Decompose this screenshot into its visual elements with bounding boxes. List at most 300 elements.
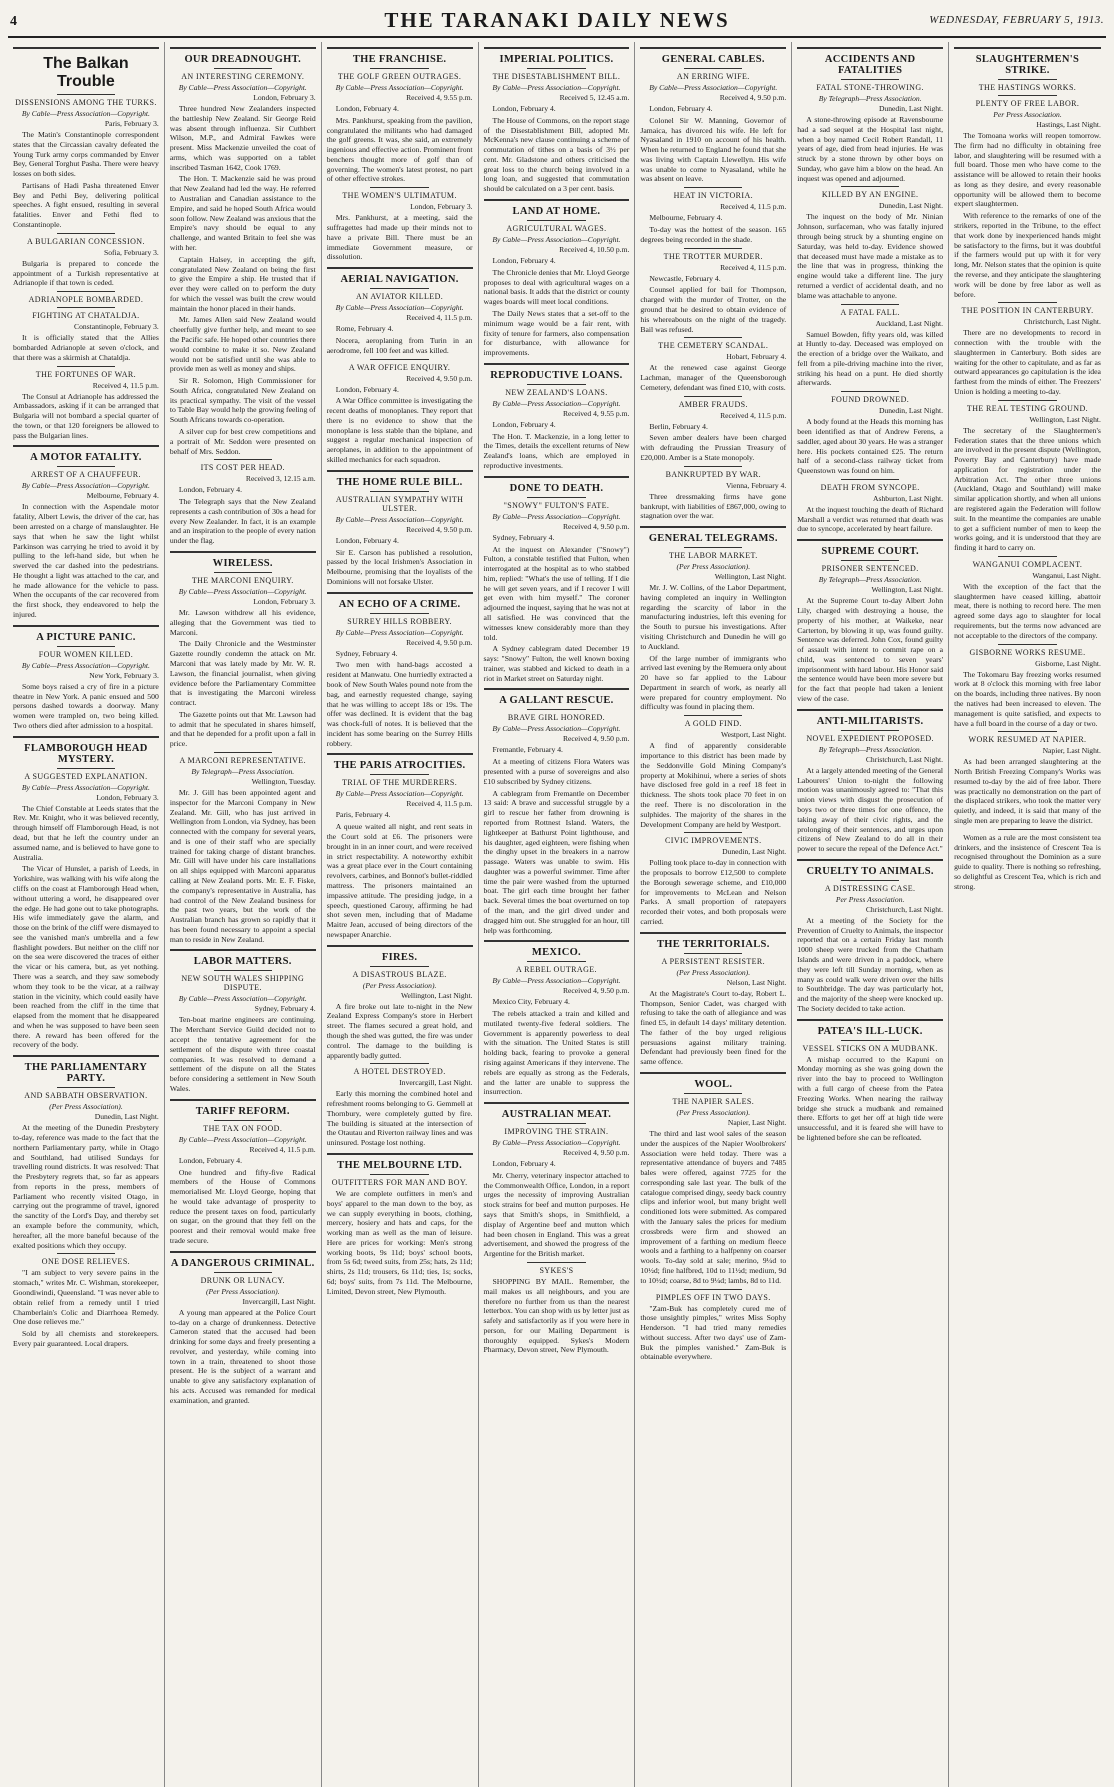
dateline: Ashburton, Last Night. — [873, 493, 944, 503]
sub-headline: "SNOWY" FULTON'S FATE. — [503, 500, 610, 510]
sub-headline: A HOTEL DESTROYED. — [353, 1067, 446, 1077]
byline: By Cable—Press Association—Copyright. — [649, 83, 778, 92]
paragraph: The rebels attacked a train and killed and mutilated twenty-five federal soldiers. The Government is apparently powerless to deal with the situation. The United States is still holding back, fearing to provoke a general rising against Americans if they intervene. The rebels are equally as strong as the Federals, and the latter are unable to suppress the insurrection. — [483, 1009, 630, 1097]
dateline: Wellington, Tuesday. — [251, 776, 316, 786]
dateline: Received 4, 9.50 p.m. — [406, 373, 473, 383]
paragraph: Counsel applied for bail for Thompson, charged with the murder of Trotter, on the ground that he desired to obtain evidence of his whereabouts on the night of the tragedy. Bail was refused. — [640, 285, 787, 334]
column-rule — [13, 445, 159, 447]
article — [327, 592, 473, 749]
sub-headline: BANKRUPTED BY WAR. — [665, 469, 762, 479]
paragraph: Sydney, February 4. — [335, 648, 398, 658]
dateline: London, February 3. — [253, 597, 316, 607]
column-5 — [635, 42, 792, 1787]
paragraph: The Hon. T. Mackenzie, in a long letter to the Times, details the excellent returns of New Zealand's loans, which are employed in reproductive investments. — [483, 431, 630, 470]
divider-rule — [684, 547, 742, 548]
paragraph: Bulgaria is prepared to concede the appointment of a Turkish representative at Adrianople if that town is ceded. — [13, 258, 159, 288]
paragraph: With the exception of the fact that the slaughtermen have ceased killing, abattoir meat, there is nothing to record here. The men agreed some days ago to slaughter for local requirements, but the terms now advanced are not acceptable to the directors of the company. — [954, 581, 1101, 640]
paragraph: A Sydney cablegram dated December 19 says: "Snowy" Fulton, the well known boxing trainer, was stabbed and kicked to death in a riot in Market street on Saturday night. — [483, 644, 630, 683]
article-headline: GENERAL CABLES. — [661, 54, 765, 65]
column-rule — [484, 363, 630, 365]
paragraph: Women as a rule are the most consistent tea drinkers, and the insistence of Crescent Tea is recognised throughout the Dominion as a sure guide to quality. There is nothing so refreshing, so delightful as Crescent Tea, which is rich and strong. — [954, 832, 1101, 891]
dateline: Received 4, 11.5 p.m. — [249, 1144, 316, 1154]
divider-rule — [214, 970, 272, 971]
divider-rule — [57, 646, 115, 647]
divider-rule — [527, 384, 585, 385]
sub-headline: KILLED BY AN ENGINE. — [821, 190, 919, 200]
dateline: Gisborne, Last Night. — [1035, 658, 1101, 668]
sub-headline: THE CEMETERY SCANDAL. — [658, 341, 769, 351]
article-headline: REPRODUCTIVE LOANS. — [490, 369, 623, 381]
article-headline: THE MELBOURNE LTD. — [337, 1160, 463, 1171]
article-headline: ACCIDENTS AND FATALITIES — [824, 54, 916, 76]
paragraph: London, February 4. — [335, 104, 399, 113]
column-rule — [13, 47, 159, 49]
paragraph: Three dressmaking firms have gone bankrupt, with liabilities of £867,000, owing to stagnation over the war. — [640, 491, 787, 521]
divider-rule — [527, 220, 585, 221]
paragraph: The Tomoana works will reopen tomorrow. The firm had no difficulty in obtaining free labor, and slaughtering will be resumed with a full board. Those men who have come to the assistance will be allowed to retain their hooks as long as they desire, and every reasonable opportunity will be allowed them to become expert slaughtermen. — [954, 131, 1101, 209]
divider-rule — [998, 400, 1057, 401]
dateline: Received 4, 9.55 p.m. — [562, 408, 630, 418]
paragraph: At the meeting of the Dunedin Presbytery to-day, reference was made to the fact that the northern Parliamentary party, while in Otago and Southland, had utilised Sundays for travelling round districts. It was resolved: That the Presbytery regrets that, so far as appears from reports in the press, members of Parliament who recently visited Otago, in carrying out the programme of travel, ignored the sanctity of the Lord's Day, and thereby set an example before the community, which, hereafter, all the more baneful because of the exalted positions which they occupy. — [13, 1123, 159, 1250]
article-headline: GENERAL TELEGRAMS. — [648, 533, 778, 545]
divider-rule — [370, 966, 428, 967]
paragraph: Mr. J. Gill has been appointed agent and inspector for the Marconi Company in New Zealand. Mr. Gill, who has just arrived in Wellington from London, via Sydney, has been connected with the company for several years, and is one of their staff who are specially trained for taking charge of distant branches. Mr. Gill will have under his care installations on all ships equipped with Marconi apparatus calling at New Zealand ports. Mr. E. F. Fiske, the company's representative in Australia, has had control of the New Zealand business for the past two years, but the work of the Australian branch has grown so rapidly that it has been found necessary to appoint a special man to reside in New Zealand. — [169, 787, 316, 944]
column-rule — [327, 592, 473, 594]
article-headline: AUSTRALIAN MEAT. — [501, 1109, 612, 1121]
column-rule — [327, 1153, 473, 1155]
article — [484, 47, 630, 194]
dateline: Dunedin, Last Night. — [878, 406, 944, 416]
paragraph: Seven amber dealers have been charged with defrauding the Prussian Treasury of £20,000. Amber is a State monopoly. — [640, 433, 787, 462]
divider-rule — [841, 880, 899, 881]
dateline: Wanganui, Last Night. — [1032, 570, 1101, 580]
sub-headline: ARREST OF A CHAUFFEUR. — [30, 470, 141, 480]
byline: (Per Press Association). — [49, 1102, 123, 1112]
paragraph: Mrs. Pankhurst, at a meeting, said the suffragettes had made up their minds not to have a private Bill. There must be an immediate Government measure, or dissolution. — [326, 213, 473, 262]
byline: By Cable—Press Association—Copyright. — [178, 994, 307, 1004]
sub-headline: DRUNK OR LUNACY. — [200, 1275, 285, 1285]
article — [170, 1099, 316, 1246]
sub-headline: PRISONER SENTENCED. — [821, 564, 919, 574]
column-rule — [484, 940, 630, 942]
paragraph: The Matin's Constantinople correspondent states that the Circassian cavalry defeated the Young Turk army corps commanded by Enver Bey, General Torghut Pasha. There were heavy losses on both sides. — [13, 130, 159, 179]
sub-headline: HEAT IN VICTORIA. — [673, 191, 754, 201]
divider-rule — [841, 79, 899, 80]
article — [797, 47, 943, 534]
sub-headline: A SUGGESTED EXPLANATION. — [24, 771, 148, 781]
dateline: Westport, Last Night. — [721, 730, 787, 740]
column-rule — [170, 1099, 316, 1101]
article-headline: PATEA'S ILL-LUCK. — [817, 1025, 923, 1037]
column-rule — [13, 1055, 159, 1057]
divider-rule — [998, 302, 1057, 303]
paragraph: Mr. Cherry, veterinary inspector attached to the Commonwealth Office, London, in a report urges the necessity of improving Australian stock strains for beef and mutton purposes. He says that Smith's shops, in Smithfield, a display of Argentine beef and mutton which had been chosen in England. This was a great advertisement, and showed the progress of the Argentine for the British market. — [483, 1170, 630, 1259]
column-7 — [949, 42, 1106, 1787]
dateline: Napier, Last Night. — [727, 1118, 787, 1127]
sub-headline: GISBORNE WORKS RESUME. — [969, 647, 1086, 657]
dateline: Hobart, February 4. — [726, 352, 787, 362]
paragraph: The Vicar of Hunslet, a parish of Leeds, in Yorkshire, was walking with his wife along the cliffs on the coast at Flamborough Head when, without uttering a word, he disappeared over the edge. He had gone out to take photographs. His wife immediately gave the alarm, and those on the brink of the cliff were dismayed to see the vanished man's umbrella and a few flashlight powders. But neither on the cliff nor on the sea were discovered the traces of either the vicar or his camera, but, as yet nothing. There was a search, and they saw somebody whom they took to be the vicar, at a railway station in the vicinity, which could easily have been reached from the cliff in the time that elapsed from the moment that he disappeared and when he was supposed to have been seen there. A reward has been offered for the recovery of the body. — [13, 864, 159, 1050]
dateline: Christchurch, Last Night. — [865, 904, 944, 914]
byline: By Cable—Press Association—Copyright. — [492, 398, 621, 408]
paragraph: A queue waited all night, and rent seats in the Court sold at £6. The prisoners were brought in in an inner court, and were received in strict respectability. A noteworthy exhibit was a great place ever in the Court containing revolvers, carbines, and Bonnot's bullet-riddled mattress. The prisoners maintained an impassive attitude. The presiding judge, in a speech, questioned Carouy, affirming he had shot seven men, including that of Madame Maitre Jean, accused of being directors of the newspaper Anarchie. — [326, 822, 473, 939]
paragraph: We are complete outfitters in men's and boys' apparel to the man down to the boy, as we can supply everything in boots, clothing, mercery, hosiery and hats and caps, for the working man as well as the man of leisure. Here are prices for working: Men's strong working boots, 9s 11d; boys' school boots, from 5s 6d; tweed suits, from 25s; hats, 2s 11d; shirts, 2s 11d; trousers, 6s 11d; ties, 1s; socks, 6d; boys' suits, from 7s 11d. The Melbourne, Limited, Devon street, New Plymouth. — [326, 1189, 473, 1296]
paragraph: London, February 4. — [492, 419, 556, 429]
byline: By Cable—Press Association—Copyright. — [178, 1134, 307, 1144]
paragraph: At a largely attended meeting of the General Labourers' Union to-night the following motion was unanimously agreed to: "That this union views with disgust the prosecution of boys two or three times for one offence, the taking away of their civic rights, and the prolonging of their sentences, and urges upon citizens of New Zealand to do all in their power to secure the repeal of the Defence Act." — [797, 765, 944, 854]
sub-headline: ONE DOSE RELIEVES. — [41, 1257, 131, 1267]
paragraph: The House of Commons, on the report stage of the Disestablishment Bill, adopted Mr. McKenna's new clause continuing a scheme of commutation of tithes on a basis of 3½ per cent. Mr. Gladstone and others criticised the great loss to the church being involved in a long loan, and suggested that commutation should be calculated on a 3 per cent. basis. — [483, 115, 630, 194]
divider-rule — [684, 396, 742, 397]
dateline: Hastings, Last Night. — [1036, 120, 1101, 129]
byline: By Cable—Press Association—Copyright. — [335, 627, 464, 637]
article — [484, 363, 630, 471]
article — [13, 445, 159, 619]
paragraph: Nocera, aeroplaning from Turin in an aerodrome, fell 100 feet and was killed. — [326, 335, 473, 355]
divider-rule — [841, 186, 899, 187]
dateline: Received 4, 9.50 p.m. — [562, 734, 630, 744]
paragraph: A cablegram from Fremantle on December 13 said: A brave and successful struggle by a girl to rescue her father from drowning is reported from Rottnest Island. Waters, the lightkeeper at Bathurst Point lighthouse, and his daughter, aged eighteen, were fishing when the dinghy upset in the breakers in a narrow passage. Waters was unable to swim. His daughter was a powerful swimmer. Time after time the pair were washed from the upturned boat. The girl each time brought her father back. Several times the boat overturned on top of the man, and the girl dived under and dragged him out. She struggled for an hour, till help was forthcoming. — [483, 788, 630, 935]
dateline: Received 4, 11.5 p.m. — [720, 262, 787, 272]
dateline: Received 4, 9.50 p.m. — [562, 1148, 630, 1158]
dateline: Sydney, February 4. — [254, 1004, 316, 1014]
paragraph: Berlin, February 4. — [649, 421, 708, 431]
dateline: Received 4, 9.50 p.m. — [562, 521, 630, 531]
byline: (Per Press Association). — [362, 980, 437, 990]
dateline: Melbourne, February 4. — [86, 491, 159, 501]
divider-rule — [684, 248, 742, 249]
article-headline: LAND AT HOME. — [512, 206, 601, 218]
sub-headline: AND SABBATH OBSERVATION. — [24, 1091, 148, 1101]
paragraph: A silver cup for best crew competitions and a portrait of Mr. Seddon were presented on behalf of Mrs. Seddon. — [169, 427, 316, 456]
divider-rule — [57, 1253, 115, 1254]
column-rule — [13, 736, 159, 738]
masthead — [8, 6, 1106, 38]
paragraph: Newcastle, February 4. — [649, 273, 721, 283]
byline: By Cable—Press Association—Copyright. — [492, 83, 621, 92]
divider-rule — [57, 233, 115, 234]
sub-headline: AGRICULTURAL WAGES. — [506, 224, 607, 234]
paragraph: London, February 4. — [492, 256, 556, 266]
article — [640, 47, 786, 521]
paragraph: To-day was the hottest of the season. 165 degrees being recorded in the shade. — [640, 225, 787, 244]
byline: By Cable—Press Association—Copyright. — [21, 481, 150, 491]
article-headline: A DANGEROUS CRIMINAL. — [170, 1257, 315, 1269]
sub-headline: AUSTRALIAN SYMPATHY WITH ULSTER. — [335, 494, 464, 513]
article — [13, 1055, 159, 1348]
sub-headline: SURREY HILLS ROBBERY. — [347, 616, 452, 626]
sub-headline: DISSENSIONS AMONG THE TURKS. — [15, 98, 157, 107]
divider-rule — [57, 307, 115, 308]
paragraph: The Chief Constable at Leeds states that the Rev. Mr. Knight, who it was believed recently, through himself off Flamborough Head, is not dead, but that he left the country under an assumed name, and is believed to have gone to Australia. — [13, 803, 159, 862]
article — [170, 949, 316, 1093]
article — [170, 47, 316, 546]
sub-headline: PLENTY OF FREE LABOR. — [975, 99, 1080, 108]
sub-headline: FATAL STONE-THROWING. — [816, 83, 924, 92]
column-rule — [640, 932, 786, 934]
sub-headline: NEW ZEALAND'S LOANS. — [505, 387, 608, 397]
column-rule — [484, 199, 630, 201]
divider-rule — [684, 466, 742, 467]
divider-rule — [841, 304, 899, 305]
paragraph: The Tokomaru Bay freezing works resumed work at 8 o'clock this morning with free labor on the boards, including three natives. By noon the natives had been increased to eleven. The management is quite satisfied, and expects to have a full board in the course of a day or two. — [954, 669, 1101, 728]
paragraph: "I am subject to very severe pains in the stomach," writes Mr. C. Wishman, storekeeper, Goondiwindi, Queensland. "I was never able to obtain relief from a remedy until I tried Chamberlain's Colic and Diarrhoea Remedy. One dose relieves me." — [13, 1268, 159, 1327]
divider-rule — [370, 359, 428, 360]
article — [640, 1072, 786, 1362]
divider-rule — [998, 95, 1057, 96]
divider-rule — [527, 68, 585, 69]
divider-rule — [841, 391, 899, 392]
paragraph: Samuel Bowden, fifty years old, was killed at Huntly to-day. Deceased was employed on the erection of a bridge over the Waikato, and fell from a pile-driving machine into the river, striking his head on a punt. He died shortly afterwards. — [797, 329, 944, 388]
sub-headline: A DISASTROUS BLAZE. — [352, 969, 447, 979]
column-rule — [640, 526, 786, 528]
paragraph: Sold by all chemists and storekeepers. Every pair guaranteed. Local drapers. — [13, 1329, 159, 1348]
divider-rule — [57, 1087, 115, 1088]
paragraph: Polling took place to-day in connection with the proposals to borrow £12,500 to complete the Borough sewerage scheme, and £10,000 for improvements to McLean and Nelson Parks. A small proportion of ratepayers recorded their votes, and both proposals were carried. — [640, 858, 787, 926]
dateline: Invercargill, Last Night. — [242, 1296, 316, 1306]
sub-headline: WANGANUI COMPLACENT. — [972, 559, 1083, 569]
dateline: Wellington, Last Night. — [1029, 414, 1101, 424]
sub-headline: A FATAL FALL. — [840, 307, 900, 317]
article — [797, 539, 943, 704]
column-rule — [797, 859, 943, 861]
sub-headline: THE MARCONI ENQUIRY. — [191, 576, 294, 586]
article-headline: THE TERRITORIALS. — [656, 938, 770, 950]
divider-rule — [214, 1272, 272, 1273]
article-headline: TARIFF REFORM. — [195, 1105, 290, 1117]
sub-headline: FOUND DROWNED. — [831, 395, 910, 405]
article — [954, 47, 1101, 891]
divider-rule — [527, 709, 585, 710]
divider-rule — [998, 644, 1057, 645]
paragraph: In connection with the Aspendale motor fatality, Albert Lewis, the driver of the car, has been arrested on a charge of manslaughter. He says that when he saw the light whilst Parkinson was carrying he tried to avoid it by pulling to the left-hand side, but when he swerved the car dashed into the pedestrians. He thought a light was attached to the car, and he made allowance for the vehicle to pass. When the occupants of the car recovered from the first shock, they endeavored to help the injured. — [13, 502, 159, 619]
article — [170, 551, 316, 944]
byline: By Cable—Press Association—Copyright. — [335, 514, 464, 524]
sub-headline: THE WOMEN'S ULTIMATUM. — [342, 191, 457, 201]
paragraph: Sydney, February 4. — [492, 532, 555, 542]
article — [797, 1019, 943, 1143]
dateline: Christchurch, Last Night. — [1023, 317, 1101, 327]
paragraph: Mr. Lawson withdrew all his evidence, alleging that the Government was tied to Marconi. — [169, 608, 316, 637]
sub-headline: THE HASTINGS WORKS. — [978, 83, 1077, 92]
paragraph: It is officially stated that the Allies bombarded Adrianople at seven o'clock, and that there was a skirmish at Chataldja. — [13, 333, 159, 362]
divider-rule — [370, 491, 428, 492]
column-rule — [484, 476, 630, 478]
paragraph: London, February 4. — [492, 104, 556, 113]
dateline: London, February 3. — [96, 792, 159, 802]
divider-rule — [370, 1063, 428, 1064]
dateline: Sofia, February 3. — [104, 247, 159, 257]
dateline: Nelson, Last Night. — [726, 977, 787, 987]
paragraph: London, February 4. — [178, 1155, 243, 1165]
byline: By Cable—Press Association—Copyright. — [21, 109, 150, 118]
dateline: Received 4, 11.5 p.m. — [720, 202, 787, 212]
sub-headline: VESSEL STICKS ON A MUDBANK. — [802, 1043, 938, 1053]
column-rule — [484, 688, 630, 690]
divider-rule — [57, 466, 115, 467]
dateline: Received 4, 9.50 p.m. — [719, 93, 787, 102]
divider-rule — [214, 752, 272, 753]
byline: (Per Press Association). — [205, 1286, 280, 1296]
sub-headline: A BULGARIAN CONCESSION. — [26, 236, 145, 246]
article — [484, 476, 630, 684]
divider-rule — [527, 497, 585, 498]
divider-rule — [684, 832, 742, 833]
column-rule — [170, 47, 316, 49]
article-headline: IMPERIAL POLITICS. — [499, 54, 614, 65]
column-rule — [170, 949, 316, 951]
divider-rule — [684, 715, 742, 716]
column-rule — [640, 1072, 786, 1074]
byline: By Telegraph—Press Association. — [818, 744, 922, 754]
dateline: Dunedin, Last Night. — [878, 201, 944, 211]
sub-headline: DEATH FROM SYNCOPE. — [820, 482, 920, 492]
article-headline: ANTI-MILITARISTS. — [816, 715, 924, 727]
sub-headline: A WAR OFFICE ENQUIRY. — [348, 362, 451, 372]
column-rule — [170, 1251, 316, 1253]
dateline: Received 4, 9.50 p.m. — [562, 986, 630, 996]
paragraph: Mr. James Allen said New Zealand would cheerfully give further help, and meant to see the Pacific safe. He hoped other countries there would combine to make it so. New Zealand would not be satisfied until she was able to provide men as well as money and ships. — [169, 315, 316, 374]
divider-rule — [841, 479, 899, 480]
byline: By Cable—Press Association—Copyright. — [492, 1138, 621, 1148]
sub-headline: AN ERRING WIFE. — [676, 72, 750, 81]
article — [13, 736, 159, 1051]
paragraph: Colonel Sir W. Manning, Governor of Jamaica, has divorced his wife. He left for Nyasaland in 1910 on account of his health. When he returned to England he found that she was living with Captain Llewellyn. His wife was unable to come to Nyasaland, while he was absent on leave. — [640, 115, 787, 184]
article-headline: THE FRANCHISE. — [352, 54, 447, 65]
article-headline: CRUELTY TO ANIMALS. — [806, 865, 934, 877]
dateline: Wellington, Last Night. — [401, 990, 473, 1000]
article-headline: THE PARIS ATROCITIES. — [333, 760, 466, 772]
article-headline: LABOR MATTERS. — [193, 956, 292, 968]
column-rule — [327, 470, 473, 472]
byline: By Cable—Press Association—Copyright. — [178, 83, 307, 92]
dateline: London, February 3. — [410, 202, 473, 212]
paragraph: At the Magistrate's Court to-day, Robert L. Thompson, Senior Cadet, was charged with refusing to take the oath of allegiance and was fined £5, in default 14 days' military detention. The father of the boy urged religious persuasions against military training. Defendant had previously been fined for the same offence. — [640, 988, 787, 1067]
sub-headline: THE POSITION IN CANTERBURY. — [961, 306, 1094, 316]
article-headline: FLAMBOROUGH HEAD MYSTERY. — [24, 742, 148, 765]
divider-rule — [57, 366, 115, 367]
sub-headline: THE REAL TESTING GROUND. — [966, 403, 1089, 413]
article-headline: WIRELESS. — [212, 558, 273, 570]
paragraph: Some boys raised a cry of fire in a picture theatre in New York. A panic ensued and 500 persons dashed towards a doorway. Many women were trampled on, two being killed. Two others died after admission to a hospital. — [13, 681, 159, 730]
article-headline: OUR DREADNOUGHT. — [184, 54, 302, 65]
byline: Per Press Association. — [835, 894, 905, 904]
article-headline: DONE TO DEATH. — [509, 482, 604, 494]
divider-rule — [57, 768, 115, 769]
paragraph: London, February 4. — [178, 485, 243, 495]
divider-rule — [841, 730, 899, 731]
paragraph: Sir E. Carson has published a resolution, passed by the local Irishmen's Association in Melbourne, promising that the loyalists of the Dominions will not forsake Ulster. — [326, 547, 473, 586]
byline: By Telegraph—Press Association. — [818, 94, 922, 103]
column-6 — [792, 42, 949, 1787]
article-headline: FIRES. — [381, 951, 418, 963]
divider-rule — [370, 774, 428, 775]
byline: By Cable—Press Association—Copyright. — [21, 660, 150, 670]
sub-headline: AN AVIATOR KILLED. — [356, 292, 444, 302]
paragraph: One hundred and fifty-five Radical members of the House of Commons memorialised Mr. Lloyd George, hoping that he would take advantage of prosperity to reduce the present taxes on food, particularly on sugar, on the ground that they fell on the poorest and their removal would make free trade secure. — [169, 1167, 316, 1245]
sub-headline: FOUR WOMEN KILLED. — [38, 649, 134, 659]
sub-headline: THE FORTUNES OF WAR. — [35, 369, 137, 379]
dateline: Received 4, 11.5 p.m. — [406, 313, 473, 323]
sub-headline: THE TAX ON FOOD. — [203, 1123, 283, 1133]
dateline: Constantinople, February 3. — [74, 322, 159, 332]
article — [13, 47, 159, 440]
sub-headline: OUTFITTERS FOR MAN AND BOY. — [331, 1178, 468, 1187]
byline: By Cable—Press Association—Copyright. — [335, 83, 464, 92]
column-rule — [327, 47, 473, 49]
article-headline: THE PARLIAMENTARY PARTY. — [24, 1062, 148, 1085]
sub-headline: FIGHTING AT CHATALDJA. — [32, 311, 140, 321]
divider-rule — [370, 288, 428, 289]
divider-rule — [998, 731, 1057, 732]
sub-headline: SYKES'S — [539, 1265, 574, 1275]
paragraph: Mrs. Pankhurst, speaking from the pavilion, congratulated the militants who had damaged the golf greens. It was, she said, an extremely ingenious and effective action. Prominent front benchers thought more of golf than of governing. The women's latest protest, no part of other effective strokes. — [326, 115, 473, 184]
column-rule — [170, 551, 316, 553]
sub-headline: A DISTRESSING CASE. — [824, 883, 916, 893]
dateline: Christchurch, Last Night. — [865, 754, 944, 764]
divider-rule — [57, 291, 115, 292]
paragraph: Rome, February 4. — [335, 324, 394, 334]
column-rule — [484, 1102, 630, 1104]
paragraph: SHOPPING BY MAIL. Remember, the mail makes us all neighbours, and you are therefore no further from us than the nearest letterbox. You can shop with us by letter just as safely and satisfactorily as if you were here in person, for our Mailing Department is thoroughly equipped. Sykes's Modern Pharmacy, Devon street, New Plymouth. — [483, 1276, 630, 1355]
paragraph: A find of apparently considerable importance to this district has been made by the Seddonville Gold Mining Company's property at Mokihinui, where a series of shots have disclosed free gold in a reef 18 feet in thickness. The shots took place 70 feet in on the reef. There is no discoloration in the sulphides. The majority of the shares in the Development Company are held by Westport. — [640, 741, 787, 829]
sub-headline: A MARCONI REPRESENTATIVE. — [179, 755, 306, 765]
sub-headline: ITS COST PER HEAD. — [200, 463, 285, 473]
page-number: 4 — [10, 14, 17, 29]
paragraph: At the renewed case against George Lachman, manager of the Queensborough Cemetery, defendant was fined £10, with costs. — [640, 363, 787, 392]
column-rule — [327, 267, 473, 269]
dateline: Received 4, 11.5 p.m. — [92, 380, 159, 390]
column-rule — [484, 47, 630, 49]
dateline: Wellington, Last Night. — [714, 572, 787, 582]
paragraph: At a meeting of the Society for the Prevention of Cruelty to Animals, the inspector reported that on a certain Friday last month 1000 sheep were trucked from the Chatham Islands and were driven in a paddock, where they were left till Sunday morning, when as many as could walk were driven over the hills to Southbridge. The day was particularly hot, and the majority of the sheep were knocked up. The Society decided to take action. — [797, 915, 944, 1013]
divider-rule — [527, 1262, 585, 1263]
paragraph: Fremantle, February 4. — [492, 745, 563, 755]
article-headline: The Balkan Trouble — [43, 55, 129, 90]
byline: By Cable—Press Association—Copyright. — [492, 235, 621, 245]
article — [13, 625, 159, 731]
divider-rule — [684, 1289, 742, 1290]
dateline: Received 4, 11.5 p.m. — [406, 799, 473, 809]
divider-rule — [684, 187, 742, 188]
paragraph: The Consul at Adrianople has addressed the Ambassadors, asking if it can be arranged that Bulgaria will not bombard a special quarter of the town, or that 120 foreigners be allowed to pass the Bulgarian lines. — [13, 391, 159, 440]
paragraph: Sir R. Solomon, High Commissioner for South Africa, congratulated New Zealand on its practical sympathy. The visit of the vessel to Table Bay would help the growing feeling of South Africans towards co-operation. — [169, 376, 316, 425]
dateline: Received 3, 12.15 a.m. — [245, 474, 316, 484]
paragraph: A War Office committee is investigating the recent deaths of monoplanes. They report that there is no evidence to show that the monoplane is less stable than the biplane, and suggest a regular mechanical inspection of aeroplanes, in addition to the appointment of skilled mechanics for each squadron. — [326, 396, 473, 464]
article — [170, 1251, 316, 1406]
sub-headline: IMPROVING THE STRAIN. — [504, 1127, 609, 1137]
byline: By Telegraph—Press Association. — [191, 766, 295, 776]
article — [640, 932, 786, 1067]
paragraph: The third and last wool sales of the season under the auspices of the Napier Woolbrokers' Association were held today. There was a representative attendance of buyers and 7485 bales were offered, against 7725 for the corresponding sale last year. The bulk of the catalogue comprised dingy, seedy back country clips and inferior wool, but many bright well conditioned lots were submitted. As compared with the January sales the prices for medium crossbreds were firm and showed an improvement of a farthing on medium fleece wools and a farthing to a halfpenny on coarser wools. To-day sold at sale; merino, 9¼d to 10½d; fine halfbred, 10d to 11½d; medium, 9d to 10½d; coarse, 8d to 9¼d; lambs, 8d to 11d. — [640, 1129, 787, 1285]
paragraph: At a meeting of citizens Flora Waters was presented with a purse of sovereigns and also £10 subscribed by Sydney citizens. — [483, 757, 630, 786]
issue-date: WEDNESDAY, FEBRUARY 5, 1913. — [929, 14, 1104, 26]
paragraph: London, February 4. — [335, 535, 399, 545]
paragraph: Melbourne, February 4. — [649, 213, 723, 223]
paragraph: Two men with hand-bags accosted a resident at Manwatu. One hurriedly extracted a book of New South Wales pound note from the bag, and earnestly requested change, saying that he was willing to accept 18s or 19s. The offer was declined. It is evident that the bag was chock-full of notes. It is believed that the incident has some bearing on the Surrey Hills robbery. — [326, 660, 473, 748]
article-headline: AN ECHO OF A CRIME. — [338, 598, 461, 610]
dateline: Received 4, 10.50 p.m. — [559, 245, 630, 255]
paragraph: At the Supreme Court to-day Albert John Lily, charged with destroying a house, the property of his mother, at Waikeke, near Carterton, by blowing it up, was found guilty. Sentence was deferred. John Cox, found guilty of assault with intent to commit rape on a child, was sentenced to seven years' imprisonment with hard labour. His Honor said the sentence would have been more severe but for the fact that people had taken a lenient view of the case. — [797, 596, 944, 704]
divider-rule — [214, 68, 272, 69]
divider-rule — [998, 79, 1057, 80]
column-2 — [165, 42, 322, 1787]
column-rule — [327, 753, 473, 755]
paragraph: The Daily Chronicle and the Westminster Gazette roundly condemn the attack on Mr. Marconi that was lately made by Mr. W. R. Lawson, the financial journalist, when giving evidence before the Parliamentary Committee that is investigating the Marconi wireless contract. — [169, 639, 316, 708]
byline: By Cable—Press Association—Copyright. — [335, 303, 464, 313]
article — [484, 1102, 630, 1355]
paragraph: A mishap occurred to the Kapuni on Monday morning as she was going down the river into the bay to proceed to Wellington with a full cargo of cheese from the Patea Freezing Works. When nearing the railway bridge she struck a mudbank and remained there. Efforts to get her off at high tide were unsuccessful, and it is feared she will have to be lightened before she can be refloated. — [797, 1054, 944, 1142]
